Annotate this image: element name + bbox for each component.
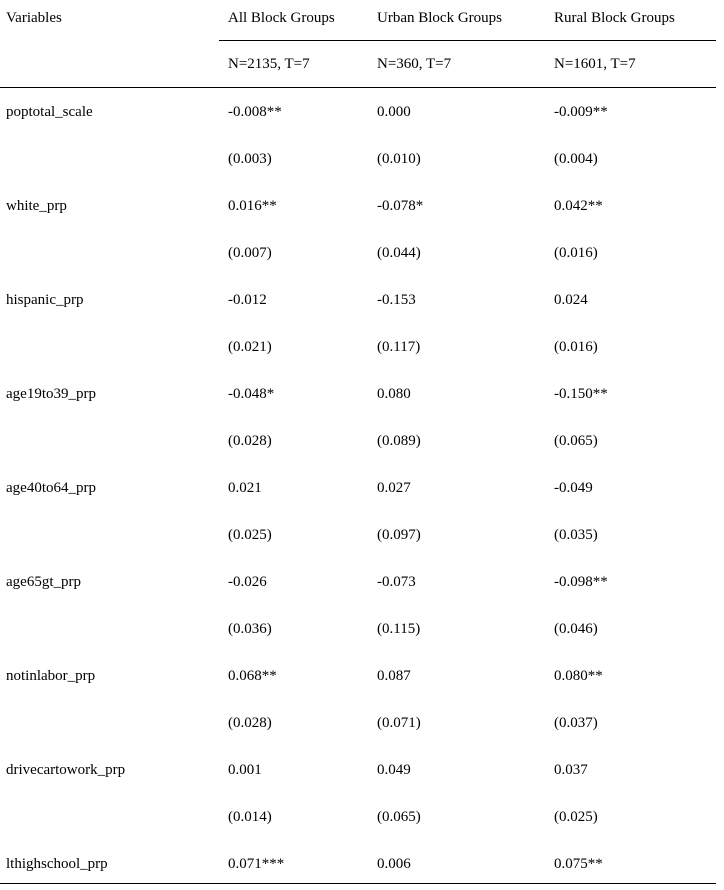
variable-name: poptotal_scale xyxy=(6,104,93,120)
coefficient-cell: 0.049 xyxy=(377,762,411,778)
coefficient-cell: -0.098** xyxy=(554,574,608,590)
coefficient-cell: 0.080** xyxy=(554,668,603,684)
coefficient-cell: -0.009** xyxy=(554,104,608,120)
standard-error-cell: (0.007) xyxy=(228,245,272,261)
standard-error-cell: (0.037) xyxy=(554,715,598,731)
standard-error-cell: (0.036) xyxy=(228,621,272,637)
standard-error-cell: (0.035) xyxy=(554,527,598,543)
standard-error-cell: (0.014) xyxy=(228,809,272,825)
standard-error-cell: (0.003) xyxy=(228,151,272,167)
coefficient-cell: 0.071*** xyxy=(228,856,285,872)
coefficient-cell: 0.037 xyxy=(554,762,588,778)
standard-error-cell: (0.004) xyxy=(554,151,598,167)
coefficient-cell: -0.008** xyxy=(228,104,282,120)
standard-error-cell: (0.089) xyxy=(377,433,421,449)
coefficient-cell: 0.021 xyxy=(228,480,262,496)
standard-error-cell: (0.065) xyxy=(554,433,598,449)
standard-error-cell: (0.010) xyxy=(377,151,421,167)
standard-error-cell: (0.016) xyxy=(554,339,598,355)
coefficient-cell: 0.000 xyxy=(377,104,411,120)
standard-error-cell: (0.115) xyxy=(377,621,421,637)
coefficient-cell: 0.087 xyxy=(377,668,411,684)
coefficient-cell: 0.068** xyxy=(228,668,277,684)
variable-name: age65gt_prp xyxy=(6,574,81,590)
standard-error-cell: (0.097) xyxy=(377,527,421,543)
coefficient-cell: 0.006 xyxy=(377,856,411,872)
variable-name: notinlabor_prp xyxy=(6,668,96,684)
standard-error-cell: (0.028) xyxy=(228,433,272,449)
standard-error-cell: (0.065) xyxy=(377,809,421,825)
coefficient-cell: -0.012 xyxy=(228,292,267,308)
coefficient-cell: 0.080 xyxy=(377,386,411,402)
table-bottom-rule xyxy=(0,883,716,884)
standard-error-cell: (0.016) xyxy=(554,245,598,261)
header-rural-block-groups: Rural Block Groups xyxy=(554,10,675,26)
variable-name: drivecartowork_prp xyxy=(6,762,126,778)
variable-name: white_prp xyxy=(6,198,67,214)
coefficient-cell: -0.153 xyxy=(377,292,416,308)
header-bottom-rule xyxy=(0,87,716,88)
coefficient-cell: 0.042** xyxy=(554,198,603,214)
variable-name: hispanic_prp xyxy=(6,292,84,308)
standard-error-cell: (0.021) xyxy=(228,339,272,355)
coefficient-cell: 0.024 xyxy=(554,292,588,308)
variable-name: age40to64_prp xyxy=(6,480,96,496)
coefficient-cell: 0.016** xyxy=(228,198,277,214)
coefficient-cell: 0.001 xyxy=(228,762,262,778)
subheader-all: N=2135, T=7 xyxy=(228,56,310,72)
coefficient-cell: 0.075** xyxy=(554,856,603,872)
coefficient-cell: -0.049 xyxy=(554,480,593,496)
header-all-block-groups: All Block Groups xyxy=(228,10,335,26)
standard-error-cell: (0.117) xyxy=(377,339,421,355)
header-divider-rule xyxy=(219,40,716,41)
standard-error-cell: (0.044) xyxy=(377,245,421,261)
standard-error-cell: (0.046) xyxy=(554,621,598,637)
coefficient-cell: -0.048* xyxy=(228,386,275,402)
standard-error-cell: (0.025) xyxy=(554,809,598,825)
header-urban-block-groups: Urban Block Groups xyxy=(377,10,502,26)
subheader-urban: N=360, T=7 xyxy=(377,56,452,72)
standard-error-cell: (0.025) xyxy=(228,527,272,543)
coefficient-cell: 0.027 xyxy=(377,480,411,496)
subheader-rural: N=1601, T=7 xyxy=(554,56,636,72)
standard-error-cell: (0.071) xyxy=(377,715,421,731)
coefficient-cell: -0.073 xyxy=(377,574,416,590)
variable-name: lthighschool_prp xyxy=(6,856,108,872)
coefficient-cell: -0.026 xyxy=(228,574,267,590)
standard-error-cell: (0.028) xyxy=(228,715,272,731)
variable-name: age19to39_prp xyxy=(6,386,96,402)
coefficient-cell: -0.078* xyxy=(377,198,424,214)
header-variables: Variables xyxy=(6,10,62,26)
coefficient-cell: -0.150** xyxy=(554,386,608,402)
